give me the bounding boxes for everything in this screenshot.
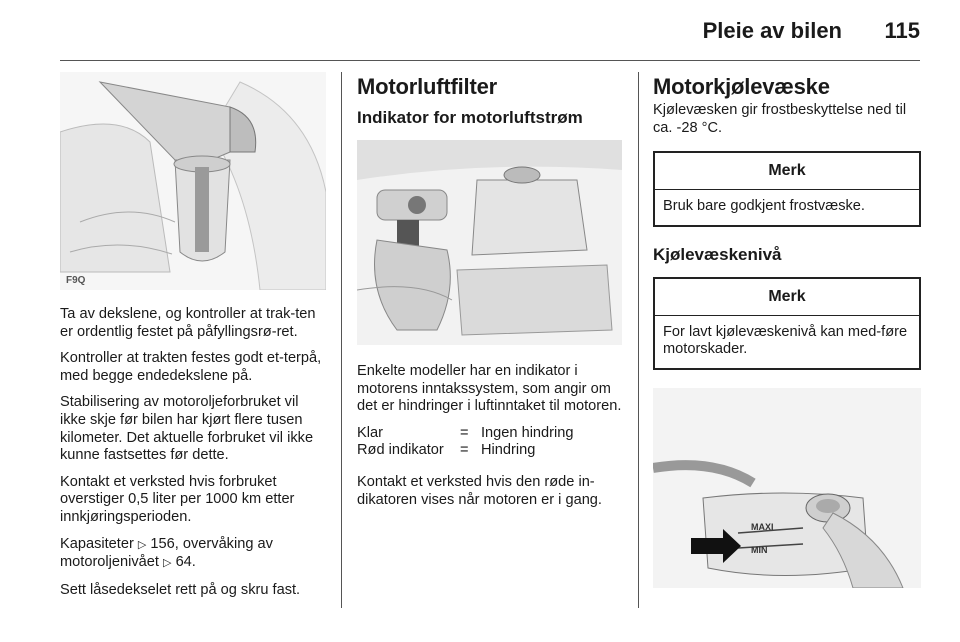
indicator-equals: =	[460, 424, 469, 441]
table-row	[357, 442, 574, 460]
maxi-mark: MAXI	[751, 521, 774, 532]
indicator-label: Klar	[357, 424, 383, 441]
column-air-filter	[357, 72, 622, 518]
note-text: For lavt kjølevæskenivå kan med-føre motorskader.	[663, 323, 908, 358]
paragraph: Kontakt et verksted hvis den røde in-dikatoren vises når motoren er i gang.	[357, 473, 602, 508]
paragraph: Sett låsedekselet rett på og skru fast.	[60, 581, 301, 598]
paragraph: Ta av dekslene, og kontroller at trak-ten er ordentlig festet på påfyllingsrø-ret.	[60, 306, 316, 340]
page-number: 115	[884, 18, 920, 43]
engine-bay-illustration	[357, 140, 622, 345]
indicator-table	[357, 425, 574, 460]
coolant-reservoir-illustration	[653, 388, 921, 588]
paragraph: Kontakt et verksted hvis forbruket overstiger 0,5 liter per 1000 km etter innkjøringsperioden.	[60, 473, 295, 525]
column-divider-2	[638, 72, 639, 608]
indicator-value: Ingen hindring	[481, 424, 574, 441]
indicator-label: Rød indikator	[357, 442, 444, 459]
column-coolant	[653, 72, 921, 588]
oil-level-link[interactable]: 64.	[175, 554, 196, 571]
min-mark: MIN	[751, 544, 768, 555]
note-heading: Merk	[655, 279, 919, 316]
note-text: Bruk bare godkjent frostvæske.	[663, 198, 865, 215]
section-title: Motorluftfilter	[357, 74, 497, 99]
column-divider-1	[341, 72, 342, 608]
indicator-equals: =	[460, 442, 469, 459]
column-oil	[60, 72, 326, 608]
indicator-value: Hindring	[481, 442, 536, 459]
section-title: Motorkjølevæske	[653, 74, 830, 99]
reference-arrow-icon: ▷	[163, 557, 172, 570]
page-header	[0, 0, 960, 62]
note-heading: Merk	[655, 153, 919, 190]
note-box	[653, 277, 921, 370]
page-title: Pleie av bilen	[702, 18, 842, 43]
paragraph: Kontroller at trakten festes godt et-terpå, med begge endedekslene på.	[60, 350, 322, 384]
paragraph: Enkelte modeller har en indikator i motorens inntakssystem, som angir om det er hindringer i luftinntaket til motoren.	[357, 363, 622, 415]
table-row	[357, 425, 574, 443]
section-subtitle: Indikator for motorluftstrøm	[357, 108, 583, 127]
capacity-paragraph: Kapasiteter ▷ 156, overvåking av motoroljenivået ▷ 64.	[60, 535, 273, 571]
reference-arrow-icon: ▷	[137, 538, 147, 551]
paragraph: Stabilisering av motoroljeforbruket vil ikke skje før bilen har kjørt flere tusen kilometer. Det aktuelle forbruket vil ikke kunne fastsettes før dette.	[60, 394, 314, 464]
section-subtitle: Kjølevæskenivå	[653, 244, 782, 264]
header-divider	[60, 60, 920, 61]
figure-label: F9Q	[66, 275, 86, 286]
capacity-link[interactable]: 156, overvåking av motoroljenivået	[60, 535, 273, 571]
funnel-illustration	[60, 72, 326, 290]
note-box	[653, 151, 921, 227]
paragraph: Kjølevæsken gir frostbeskyttelse ned til ca. -28 °C.	[653, 102, 907, 136]
